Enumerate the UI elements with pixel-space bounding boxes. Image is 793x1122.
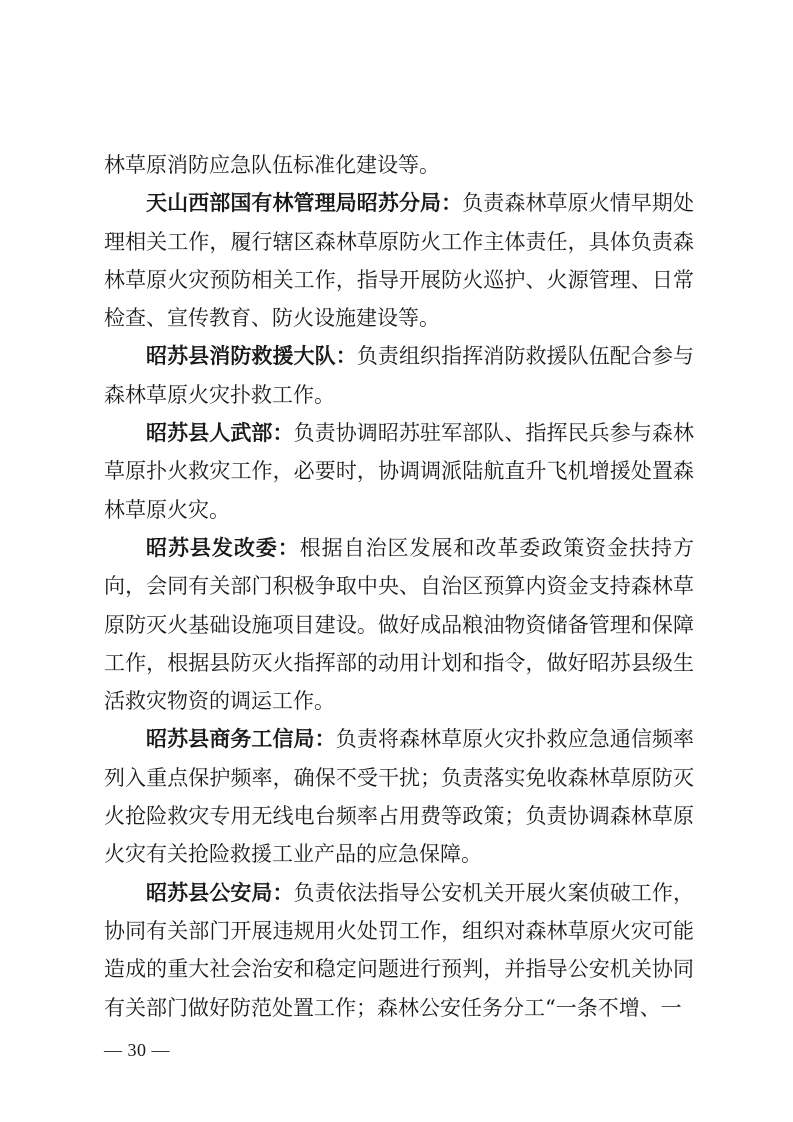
paragraph-heading: 昭苏县人武部： bbox=[146, 421, 294, 446]
paragraph-armed-forces-department bbox=[104, 414, 694, 529]
paragraph-body: 负责将森林草原火灾扑救应急通信频率列入重点保护频率，确保不受干扰；负责落实免收森林草原防灭火抢险救灾专用无线电台频率占用费等政策；负责协调森林草原火灾有关抢险救援工业产品的应急保障。 bbox=[104, 727, 695, 867]
paragraph-body: 负责组织指挥消防救援队伍配合参与森林草原火灾扑救工作。 bbox=[104, 344, 695, 407]
paragraph-heading: 昭苏县公安局： bbox=[146, 880, 294, 905]
paragraph-development-reform-commission bbox=[104, 529, 694, 720]
paragraph-body: 负责森林草原火情早期处理相关工作，履行辖区森林草原防火工作主体责任，具体负责森林草原火灾预防相关工作，指导开展防火巡护、火源管理、日常检查、宣传教育、防火设施建设等。 bbox=[104, 191, 695, 331]
paragraph-body: 林草原消防应急队伍标准化建设等。 bbox=[104, 153, 440, 177]
paragraph-body: 根据自治区发展和改革委政策资金扶持方向，会同有关部门积极争取中央、自治区预算内资金支持森林草原防灭火基础设施项目建设。做好成品粮油物资储备管理和保障工作，根据县防灭火指挥部的动用计划和指令，做好昭苏县级生活救灾物资的调运工作。 bbox=[104, 535, 695, 714]
paragraph-body: 负责协调昭苏驻军部队、指挥民兵参与森林草原扑火救灾工作，必要时，协调调派陆航直升飞机增援处置森林草原火灾。 bbox=[104, 421, 695, 522]
paragraph-zhaosu-forestry-branch bbox=[104, 184, 694, 337]
paragraph-heading: 昭苏县发改委： bbox=[146, 535, 300, 560]
paragraph-continuation bbox=[104, 146, 694, 184]
paragraph-body: 负责依法指导公安机关开展火案侦破工作，协同有关部门开展违规用火处罚工作，组织对森林草原火灾可能造成的重大社会治安和稳定问题进行预判，并指导公安机关协同有关部门做好防范处置工作；森林公安任务分工“一条不增、一 bbox=[104, 880, 695, 1020]
paragraph-fire-rescue-brigade bbox=[104, 337, 694, 414]
paragraph-heading: 昭苏县商务工信局： bbox=[146, 727, 336, 752]
body-text bbox=[104, 146, 694, 1027]
paragraph-commerce-industry-bureau bbox=[104, 720, 694, 873]
paragraph-heading: 天山西部国有林管理局昭苏分局： bbox=[146, 191, 463, 216]
paragraph-heading: 昭苏县消防救援大队： bbox=[146, 344, 357, 369]
paragraph-public-security-bureau bbox=[104, 874, 694, 1027]
page-number: — 30 — bbox=[104, 1040, 170, 1060]
